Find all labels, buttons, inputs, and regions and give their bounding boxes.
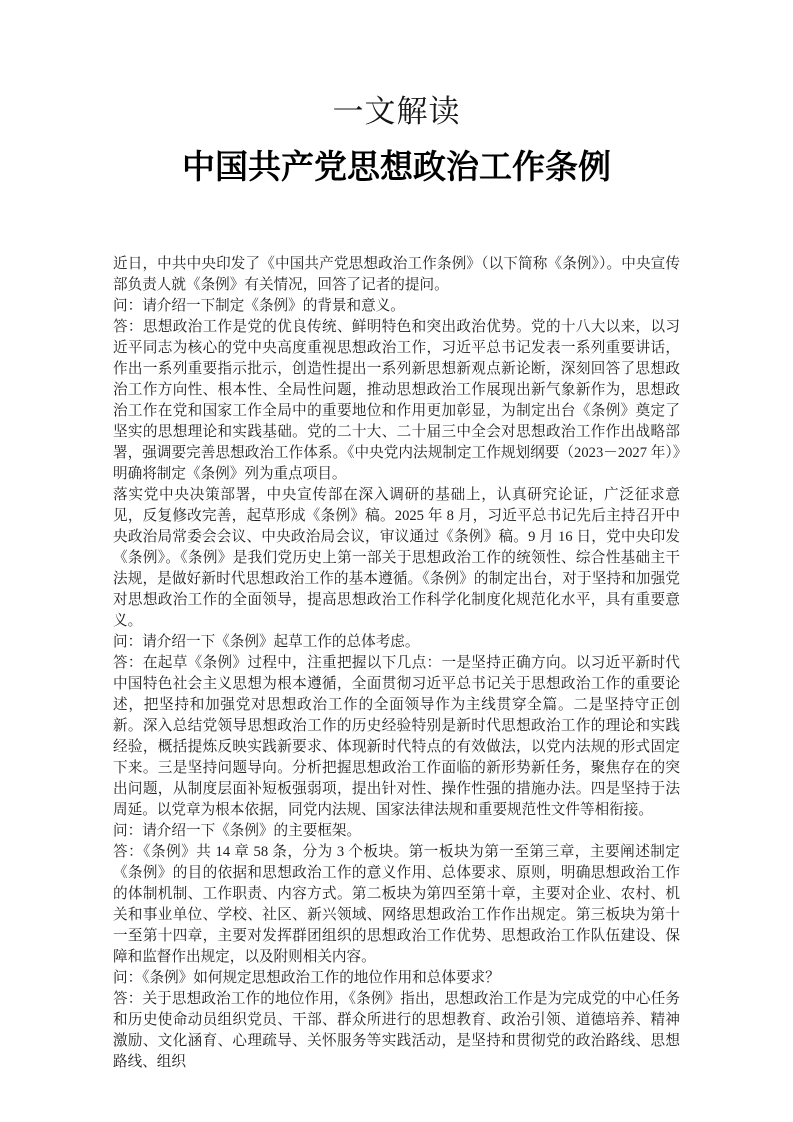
answer-3: 答：《条例》共 14 章 58 条，分为 3 个板块。第一板块为第一至第三章，主要阐述制定《条例》的目的依据和思想政治工作的意义作用、总体要求、原则，明确思想政治工作的体制机制、工作职责、内容方式。第二板块为第四至第十章，主要对企业、农村、机关和事业单位、学校、社区、新兴领域、网络思想政治工作作出规定。第三板块为第十一至第十四章，主要对发挥群团组织的思想政治工作优势、思想政治工作队伍建设、保障和监督作出规定，以及附则相关内容。 <box>113 844 680 965</box>
document-body <box>113 254 680 1073</box>
answer-1-continued: 落实党中央决策部署，中央宣传部在深入调研的基础上，认真研究论证，广泛征求意见，反复修改完善，起草形成《条例》稿。2025 年 8 月，习近平总书记先后主持召开中央政治局常委会会议、中央政治局会议，审议通过《条例》稿。9 月 16 日，党中央印发《条例》。《条例》是我们党历史上第一部关于思想政治工作的统领性、综合性基础主干法规，是做好新时代思想政治工作的基本遵循。《条例》的制定出台，对于坚持和加强党对思想政治工作的全面领导，提高思想政治工作科学化制度化规范化水平，具有重要意义。 <box>113 487 680 629</box>
document-subtitle: 一文解读 <box>332 94 461 129</box>
question-3: 问：请介绍一下《条例》的主要框架。 <box>113 823 362 839</box>
question-2: 问：请介绍一下《条例》起草工作的总体考虑。 <box>113 634 420 650</box>
intro-paragraph: 近日，中共中央印发了《中国共产党思想政治工作条例》（以下简称《条例》）。中央宣传部负责人就《条例》有关情况，回答了记者的提问。 <box>113 256 680 293</box>
question-1: 问：请介绍一下制定《条例》的背景和意义。 <box>113 298 405 314</box>
answer-4-truncated: 答：关于思想政治工作的地位作用，《条例》指出，思想政治工作是为完成党的中心任务和历史使命动员组织党员、干部、群众所进行的思想教育、政治引领、道德培养、精神激励、文化涵育、心理疏导、关怀服务等实践活动，是坚持和贯彻党的政治路线、思想路线、组织 <box>113 991 680 1070</box>
answer-1: 答：思想政治工作是党的优良传统、鲜明特色和突出政治优势。党的十八大以来，以习近平同志为核心的党中央高度重视思想政治工作，习近平总书记发表一系列重要讲话，作出一系列重要指示批示，创造性提出一系列新思想新观点新论断，深刻回答了思想政治工作方向性、根本性、全局性问题，推动思想政治工作展现出新气象新作为，思想政治工作在党和国家工作全局中的重要地位和作用更加彰显，为制定出台《条例》奠定了坚实的思想理论和实践基础。党的二十大、二十届三中全会对思想政治工作作出战略部署，强调要完善思想政治工作体系。《中央党内法规制定工作规划纲要（2023－2027 年）》明确将制定《条例》列为重点项目。 <box>113 319 680 482</box>
answer-2: 答：在起草《条例》过程中，注重把握以下几点：一是坚持正确方向。以习近平新时代中国特色社会主义思想为根本遵循，全面贯彻习近平总书记关于思想政治工作的重要论述，把坚持和加强党对思想政治工作的全面领导作为主线贯穿全篇。二是坚持守正创新。深入总结党领导思想政治工作的历史经验特别是新时代思想政治工作的理论和实践经验，概括提炼反映实践新要求、体现新时代特点的有效做法，以党内法规的形式固定下来。三是坚持问题导向。分析把握思想政治工作面临的新形势新任务，聚焦存在的突出问题，从制度层面补短板强弱项，提出针对性、操作性强的措施办法。四是坚持于法周延。以党章为根本依据，同党内法规、国家法律法规和重要规范性文件等相衔接。 <box>113 655 680 818</box>
document-title: 中国共产党思想政治工作条例 <box>182 150 611 186</box>
question-4: 问：《条例》如何规定思想政治工作的地位作用和总体要求？ <box>113 970 500 986</box>
